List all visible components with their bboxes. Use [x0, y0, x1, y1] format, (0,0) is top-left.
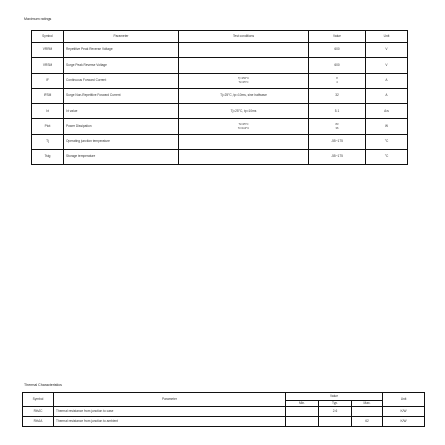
value-line-2: 36 — [335, 126, 339, 130]
cell-parameter: Operating junction temperature — [64, 134, 179, 149]
cell-symbol: IF — [32, 73, 64, 88]
table-row — [32, 43, 408, 58]
cell-unit: °C — [366, 134, 408, 149]
value-line-2: 4 — [336, 80, 338, 84]
cell-min — [286, 407, 319, 417]
header-value: Value — [286, 393, 383, 401]
header-typ: Typ. — [319, 401, 352, 407]
cell-symbol: RthJC — [23, 407, 54, 417]
cell-unit: V — [366, 58, 408, 73]
table-row — [23, 407, 425, 417]
test-line-1: Tj=150°C — [238, 77, 249, 81]
max-ratings-title: Maximum ratings — [24, 17, 52, 21]
header-parameter: Parameter — [54, 393, 286, 407]
cell-parameter: Thermal resistance from junction to ambient — [54, 417, 286, 427]
cell-symbol: IFSM — [32, 88, 64, 103]
cell-value: 600 — [309, 43, 366, 58]
cell-parameter: Continuous Forward Current — [64, 73, 179, 88]
cell-unit: A²s — [366, 104, 408, 119]
cell-parameter: Surge Peak Reverse Voltage — [64, 58, 179, 73]
cell-unit: V — [366, 43, 408, 58]
header-test-conditions: Test conditions — [179, 31, 309, 43]
cell-unit: A — [366, 88, 408, 103]
table-row — [32, 104, 408, 119]
test-line-1: Tc=25°C — [238, 123, 249, 127]
cell-unit: A — [366, 73, 408, 88]
cell-parameter: Power Dissipation — [64, 119, 179, 134]
cell-value — [309, 73, 366, 88]
header-min: Min. — [286, 401, 319, 407]
cell-test: Tj=25°C, tp=10ms — [179, 104, 309, 119]
cell-value — [309, 119, 366, 134]
cell-symbol: Tj — [32, 134, 64, 149]
table-row — [32, 58, 408, 73]
cell-unit: K/W — [383, 407, 425, 417]
test-line-2: Tc=110°C — [237, 126, 250, 130]
cell-symbol: Ptot — [32, 119, 64, 134]
cell-unit: °C — [366, 150, 408, 165]
table-row — [32, 119, 408, 134]
cell-value: 5.1 — [309, 104, 366, 119]
cell-unit: K/W — [383, 417, 425, 427]
test-line-2: Tc=25°C — [238, 80, 249, 84]
cell-test — [179, 73, 309, 88]
header-unit: Unit — [383, 393, 425, 407]
cell-symbol: VRSM — [32, 58, 64, 73]
cell-parameter: Repetitive Peak Reverse Voltage — [64, 43, 179, 58]
cell-test — [179, 119, 309, 134]
cell-parameter: I²t value — [64, 104, 179, 119]
cell-typ: 2.6 — [319, 407, 352, 417]
header-unit: Unit — [366, 31, 408, 43]
table-header-row — [32, 31, 408, 43]
cell-max — [352, 407, 383, 417]
cell-symbol: Tstg — [32, 150, 64, 165]
cell-parameter: Storage temperature — [64, 150, 179, 165]
cell-value: -55~175 — [309, 150, 366, 165]
cell-value: 600 — [309, 58, 366, 73]
value-line-1: 8 — [336, 77, 338, 81]
header-parameter: Parameter — [64, 31, 179, 43]
value-line-1: 83 — [335, 123, 339, 127]
cell-unit: W — [366, 119, 408, 134]
cell-symbol: I²t — [32, 104, 64, 119]
cell-test — [179, 150, 309, 165]
header-symbol: Symbol — [32, 31, 64, 43]
cell-typ — [319, 417, 352, 427]
cell-min — [286, 417, 319, 427]
header-value: Value — [309, 31, 366, 43]
cell-test — [179, 134, 309, 149]
cell-parameter: Surge Non-Repetitive Forward Current — [64, 88, 179, 103]
table-row — [32, 73, 408, 88]
cell-test: Tj=25°C, tp=10ms, sine halfwave — [179, 88, 309, 103]
max-ratings-table — [31, 30, 408, 165]
table-row — [23, 417, 425, 427]
table-row — [32, 134, 408, 149]
header-max: Max. — [352, 401, 383, 407]
cell-test — [179, 58, 309, 73]
cell-max: 62 — [352, 417, 383, 427]
cell-test — [179, 43, 309, 58]
table-row — [32, 88, 408, 103]
cell-symbol: VRRM — [32, 43, 64, 58]
table-row — [32, 150, 408, 165]
table-header-row — [23, 393, 425, 401]
cell-symbol: RthJA — [23, 417, 54, 427]
cell-value: 32 — [309, 88, 366, 103]
cell-value: -55~175 — [309, 134, 366, 149]
header-symbol: Symbol — [23, 393, 54, 407]
cell-parameter: Thermal resistance from junction to case — [54, 407, 286, 417]
thermal-title: Thermal Characteristics — [24, 383, 62, 387]
thermal-table — [22, 392, 425, 427]
